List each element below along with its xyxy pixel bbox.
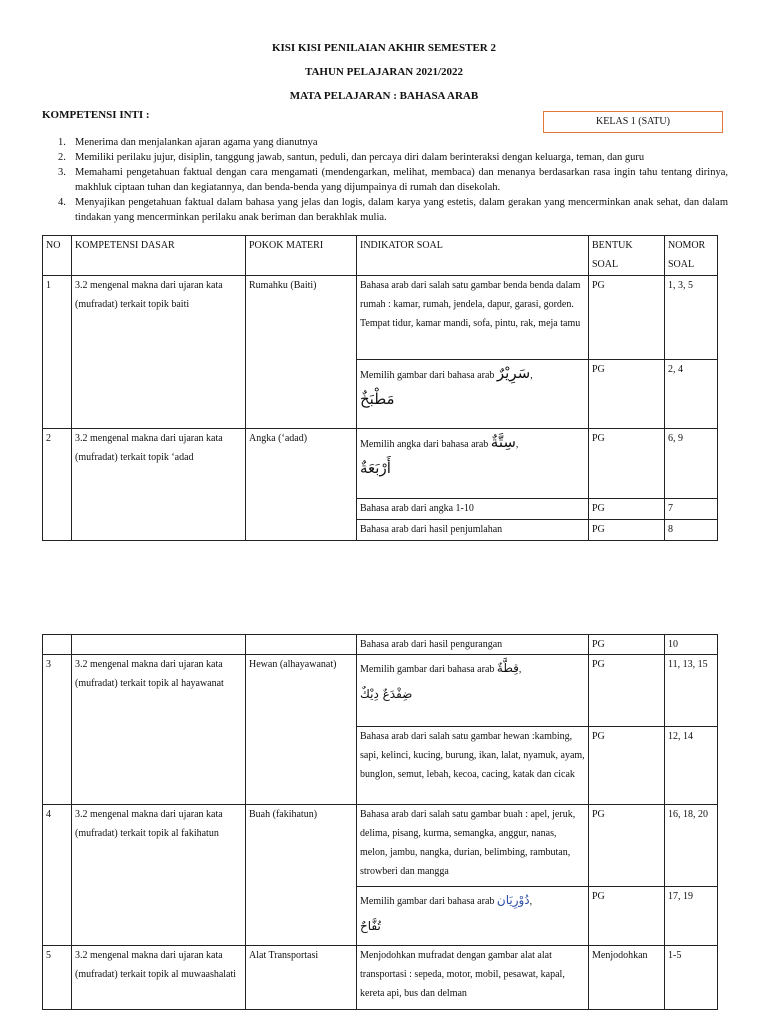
class-box: KELAS 1 (SATU) (543, 111, 723, 133)
ki-heading: KOMPETENSI INTI : (42, 109, 150, 121)
col-header-nomor: NOMOR SOAL (665, 236, 718, 276)
ki-item (58, 195, 728, 225)
ki-item (58, 165, 728, 195)
cell-kd: 3.2 mengenal makna dari ujaran kata (mufradat) terkait topik baiti (72, 276, 246, 429)
arabic-word: ضِفْدَعٌ دِيْكٌ (360, 687, 413, 701)
ki-text: Menerima dan menjalankan ajaran agama yang dianutnya (75, 137, 318, 148)
ki-text: Memahami pengetahuan faktual dengan cara mengamati (mendengarkan, melihat, membaca) dan menanya berdasarkan rasa ingin tahu tentang dirinya, makhluk ciptaan tuhan dan kegiatannya, dan benda-benda yang dijumpainya di rumah dan disekolah. (75, 167, 728, 193)
cell-indikator: Bahasa arab dari salah satu gambar hewan :kambing, sapi, kelinci, kucing, burung, ikan, lalat, nyamuk, ayam, bunglon, semut, lebah, kecoa, cacing, katak dan cicak (357, 727, 589, 805)
cell-nomor: 16, 18, 20 (665, 805, 718, 887)
cell-materi: Buah (fakihatun) (246, 805, 357, 946)
cell-indikator: Bahasa arab dari hasil pengurangan (357, 635, 589, 655)
arabic-word: مَطْبَخٌ (360, 390, 395, 408)
cell-nomor: 2, 4 (665, 360, 718, 429)
grid-table-2 (42, 634, 718, 1010)
doc-year: TAHUN PELAJARAN 2021/2022 (304, 66, 464, 78)
cell-kd: 3.2 mengenal makna dari ujaran kata (mufradat) terkait topik al muwaashalati (72, 946, 246, 1010)
cell-nomor: 10 (665, 635, 718, 655)
cell-nomor: 1-5 (665, 946, 718, 1010)
indikator-text: Memilih gambar dari bahasa arab (360, 370, 495, 381)
cell-kd: 3.2 mengenal makna dari ujaran kata (mufradat) terkait topik al hayawanat (72, 655, 246, 805)
arabic-word: قِطَّةٌ (496, 661, 519, 675)
cell-materi (246, 635, 357, 655)
arabic-word: سِتَّةٌ (490, 433, 516, 451)
table-row (43, 276, 718, 360)
ki-number: 3. (58, 167, 66, 178)
ki-text: Menyajikan pengetahuan faktual dalam bahasa yang jelas dan logis, dalam karya yang estetis, dalam gerakan yang mencerminkan anak sehat, dan dalam tindakan yang mencerminkan perilaku anak beriman dan berakhlak mulia. (75, 197, 728, 223)
table-row (43, 946, 718, 1010)
cell-nomor: 11, 13, 15 (665, 655, 718, 727)
indikator-text: Memilih gambar dari bahasa arab (360, 896, 495, 907)
cell-nomor: 17, 19 (665, 887, 718, 946)
cell-bentuk: PG (589, 805, 665, 887)
cell-nomor: 6, 9 (665, 429, 718, 499)
cell-indikator: Bahasa arab dari salah satu gambar buah : apel, jeruk, delima, pisang, kurma, semangka, anggur, nanas, melon, jambu, nangka, durian, belimbing, rambutan, strowberi dan mangga (357, 805, 589, 887)
table-row (43, 655, 718, 727)
cell-indikator: Memilih gambar dari bahasa arab دُوْرِيَان, تُفَّاحٌ (357, 887, 589, 946)
cell-bentuk: PG (589, 727, 665, 805)
cell-bentuk: Menjodohkan (589, 946, 665, 1010)
arabic-word: دُوْرِيَان (496, 893, 530, 907)
cell-materi: Rumahku (Baiti) (246, 276, 357, 429)
cell-nomor: 12, 14 (665, 727, 718, 805)
cell-indikator: Menjodohkan mufradat dengan gambar alat alat transportasi : sepeda, motor, mobil, pesawat, kapal, kereta api, bus dan delman (357, 946, 589, 1010)
cell-bentuk: PG (589, 655, 665, 727)
ki-item (58, 150, 728, 165)
col-header-materi: POKOK MATERI (246, 236, 357, 276)
cell-indikator: Memilih gambar dari bahasa arab سَرِيْرٌ, مَطْبَخٌ (357, 360, 589, 429)
col-header-kd: KOMPETENSI DASAR (72, 236, 246, 276)
doc-title: KISI KISI PENILAIAN AKHIR SEMESTER 2 (271, 42, 497, 54)
cell-kd (72, 635, 246, 655)
cell-bentuk: PG (589, 276, 665, 360)
cell-no: 2 (43, 429, 72, 541)
doc-subject: MATA PELAJARAN : BAHASA ARAB (289, 90, 479, 102)
cell-bentuk: PG (589, 499, 665, 520)
cell-materi: Alat Transportasi (246, 946, 357, 1010)
cell-materi: Hewan (alhayawanat) (246, 655, 357, 805)
cell-no: 5 (43, 946, 72, 1010)
arabic-word: سَرِيْرٌ (496, 364, 531, 382)
ki-text: Memiliki perilaku jujur, disiplin, tanggung jawab, santun, peduli, dan percaya diri dalam berinteraksi dengan keluarga, teman, dan guru (75, 152, 645, 163)
cell-indikator: Memilih angka dari bahasa arab سِتَّةٌ, أَرْبَعَةٌ (357, 429, 589, 499)
cell-indikator: Bahasa arab dari hasil penjumlahan (357, 520, 589, 541)
cell-nomor: 7 (665, 499, 718, 520)
cell-bentuk: PG (589, 360, 665, 429)
cell-bentuk: PG (589, 520, 665, 541)
cell-kd: 3.2 mengenal makna dari ujaran kata (mufradat) terkait topik al fakihatun (72, 805, 246, 946)
table-row (43, 429, 718, 499)
arabic-word: أَرْبَعَةٌ (360, 459, 391, 477)
cell-bentuk: PG (589, 429, 665, 499)
cell-nomor: 1, 3, 5 (665, 276, 718, 360)
cell-indikator: Bahasa arab dari angka 1-10 (357, 499, 589, 520)
col-header-bentuk: BENTUK SOAL (589, 236, 665, 276)
ki-number: 2. (58, 152, 66, 163)
ki-list (58, 135, 728, 225)
cell-no (43, 635, 72, 655)
cell-no: 1 (43, 276, 72, 429)
cell-kd: 3.2 mengenal makna dari ujaran kata (mufradat) terkait topik ‘adad (72, 429, 246, 541)
table-row (43, 805, 718, 887)
indikator-text: Memilih angka dari bahasa arab (360, 439, 489, 450)
ki-number: 1. (58, 137, 66, 148)
ki-item (58, 135, 728, 150)
cell-indikator: Memilih gambar dari bahasa arab قِطَّةٌ, ضِفْدَعٌ دِيْكٌ (357, 655, 589, 727)
table-header-row (43, 236, 718, 276)
cell-nomor: 8 (665, 520, 718, 541)
arabic-word: تُفَّاحٌ (360, 919, 381, 933)
cell-bentuk: PG (589, 887, 665, 946)
col-header-indikator: INDIKATOR SOAL (357, 236, 589, 276)
cell-indikator: Bahasa arab dari salah satu gambar benda benda dalam rumah : kamar, rumah, jendela, dapur, garasi, gorden. Tempat tidur, kamar mandi, sofa, pintu, rak, meja tamu (357, 276, 589, 360)
ki-number: 4. (58, 197, 66, 208)
cell-bentuk: PG (589, 635, 665, 655)
indikator-text: Memilih gambar dari bahasa arab (360, 664, 495, 675)
table-row (43, 635, 718, 655)
col-header-no: NO (43, 236, 72, 276)
grid-table-1 (42, 235, 718, 541)
cell-no: 4 (43, 805, 72, 946)
cell-no: 3 (43, 655, 72, 805)
cell-materi: Angka (‘adad) (246, 429, 357, 541)
